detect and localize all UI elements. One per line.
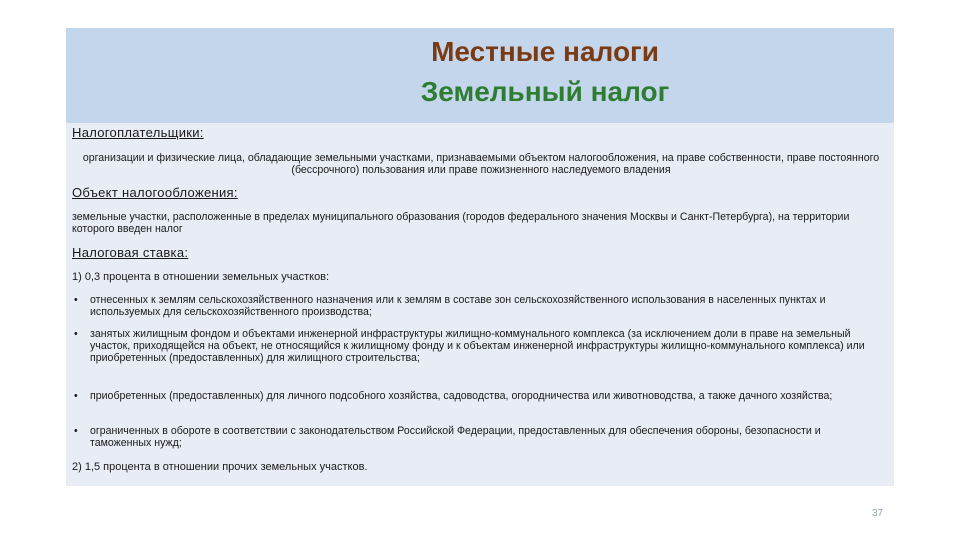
- rate-item-2: 2) 1,5 процента в отношении прочих земельных участков.: [72, 461, 368, 473]
- bullet-text: отнесенных к землям сельскохозяйственного назначения или к землям в составе зон сельскохозяйственного использования в населенных пунктах и используемых для сельскохозяйственного производства;: [90, 294, 826, 318]
- title-band: [66, 28, 894, 123]
- bullet-text: ограниченных в обороте в соответствии с законодательством Российской Федерации, предоставленных для обеспечения обороны, безопасности и таможенных нужд;: [90, 425, 821, 449]
- page-number: 37: [872, 508, 884, 519]
- list-item: [72, 294, 884, 318]
- slide-panel: [66, 28, 894, 486]
- slide-subtitle: Земельный налог: [420, 76, 670, 107]
- bullet-icon: •: [74, 390, 78, 402]
- text-taxpayers: организации и физические лица, обладающие земельными участками, признаваемыми объектом налогообложения, на праве собственности, праве постоянного (бессрочного) пользования или праве пожизненного наследуемого владения: [82, 152, 880, 176]
- bullet-icon: •: [74, 328, 78, 340]
- list-item: [72, 390, 884, 402]
- text-tax-object: земельные участки, расположенные в пределах муниципального образования (городов федерального значения Москвы и Санкт-Петербурга), на территории которого введен налог: [72, 211, 850, 235]
- bullet-icon: •: [74, 294, 78, 306]
- bullet-text: занятых жилищным фондом и объектами инженерной инфраструктуры жилищно-коммунального комплекса (за исключением доли в праве на земельный участок, приходящейся на объект, не относящийся к жилищному фонду и к объектам инженерной инфраструктуры жилищно-коммунального комплекса) или приобретенных (предоставленных) для жилищного строительства;: [90, 328, 865, 364]
- slide-title: Местные налоги: [431, 36, 659, 67]
- bullet-text: приобретенных (предоставленных) для личного подсобного хозяйства, садоводства, огородничества или животноводства, а также дачного хозяйства;: [90, 390, 833, 402]
- list-item: [72, 425, 884, 449]
- heading-tax-rate: Налоговая ставка:: [72, 245, 189, 260]
- list-item: [72, 328, 884, 364]
- rate-item-1: 1) 0,3 процента в отношении земельных участков:: [72, 271, 330, 283]
- bullet-icon: •: [74, 425, 78, 437]
- heading-tax-object: Объект налогообложения:: [72, 185, 238, 200]
- heading-taxpayers: Налогоплательщики:: [72, 125, 204, 140]
